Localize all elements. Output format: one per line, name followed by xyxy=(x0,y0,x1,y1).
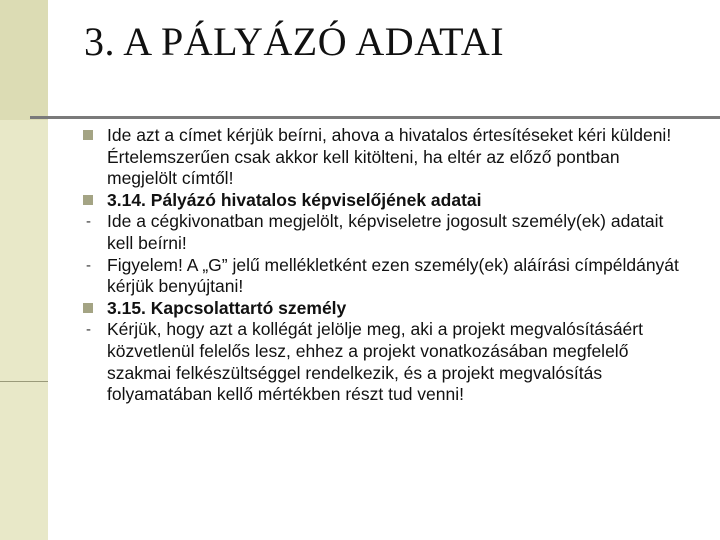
bullet-item xyxy=(82,298,692,320)
square-bullet-icon xyxy=(82,298,102,320)
side-divider xyxy=(0,381,48,382)
slide-title: 3. A PÁLYÁZÓ ADATAI xyxy=(84,19,505,64)
dash-bullet-icon: - xyxy=(86,321,91,339)
bullet-text: Kérjük, hogy azt a kollégát jelölje meg, aki a projekt megvalósításáért közvetlenül felelős lesz, ehhez a projekt vonatkozásában megfelelő szakmai felkészültséggel rendelkezik, és a projekt megvalósítás folyamatában kellő mértékben részt tud venni! xyxy=(107,319,643,405)
bullet-text: Ide azt a címet kérjük beírni, ahova a hivatalos értesítéseket kéri küldeni! Értelemszerűen csak akkor kell kitölteni, ha eltér az előző pontban megjelölt címtől! xyxy=(107,125,672,189)
bullet-item xyxy=(82,125,692,190)
dash-item xyxy=(82,319,692,405)
title-underline xyxy=(30,116,720,119)
bullet-item xyxy=(82,190,692,212)
section-heading-3-15: 3.15. Kapcsolattartó személy xyxy=(107,297,347,318)
slide-content xyxy=(82,125,692,406)
dash-bullet-icon: - xyxy=(86,256,91,274)
section-heading-3-14: 3.14. Pályázó hivatalos képviselőjének adatai xyxy=(107,189,482,210)
slide-side-bar-accent xyxy=(0,0,48,120)
dash-bullet-icon: - xyxy=(86,213,91,231)
bullet-text: Ide a cégkivonatban megjelölt, képviseletre jogosult személy(ek) adatait kell beírni! xyxy=(107,211,664,253)
square-bullet-icon xyxy=(82,125,102,147)
bullet-text: Figyelem! A „G” jelű mellékletként ezen személy(ek) aláírási címpéldányát kérjük benyújtani! xyxy=(107,254,679,297)
square-bullet-icon xyxy=(82,190,102,212)
dash-item xyxy=(82,211,692,254)
dash-item xyxy=(82,255,692,298)
